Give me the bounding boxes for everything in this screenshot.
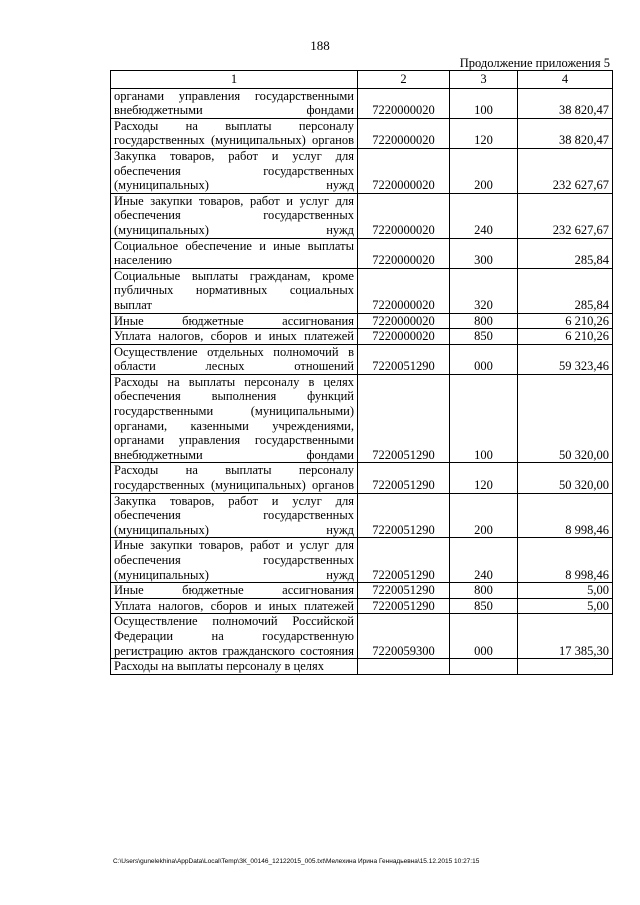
- expense-type: 320: [450, 268, 518, 313]
- amount: 8 998,46: [518, 538, 613, 583]
- table-row: [111, 88, 613, 118]
- table-row: [111, 598, 613, 614]
- item-name: органами управления государственными внебюджетными фондами: [111, 88, 358, 118]
- budget-table: [110, 70, 613, 675]
- amount: 285,84: [518, 238, 613, 268]
- amount: 5,00: [518, 583, 613, 599]
- item-name: Закупка товаров, работ и услуг для обеспечения государственных (муниципальных) нужд: [111, 148, 358, 193]
- table-row: [111, 493, 613, 538]
- table-body: [111, 88, 613, 674]
- target-code: 7220051290: [358, 598, 450, 614]
- expense-type: 850: [450, 598, 518, 614]
- expense-type: [450, 659, 518, 675]
- amount: 6 210,26: [518, 313, 613, 329]
- target-code: 7220051290: [358, 493, 450, 538]
- column-header: 1: [111, 71, 358, 89]
- amount: 8 998,46: [518, 493, 613, 538]
- target-code: 7220051290: [358, 538, 450, 583]
- item-name: Осуществление отдельных полномочий в области лесных отношений: [111, 344, 358, 374]
- table-row: [111, 538, 613, 583]
- expense-type: 300: [450, 238, 518, 268]
- expense-type: 240: [450, 193, 518, 238]
- column-header: 4: [518, 71, 613, 89]
- expense-type: 240: [450, 538, 518, 583]
- amount: 50 320,00: [518, 463, 613, 493]
- table-row: [111, 118, 613, 148]
- expense-type: 120: [450, 463, 518, 493]
- amount: [518, 659, 613, 675]
- item-name: Иные бюджетные ассигнования: [111, 313, 358, 329]
- item-name: Расходы на выплаты персоналу в целях обеспечения выполнения функций государственными (муниципальными) органами, казенными учреждениями, органами управления государственными внебюджетными фондами: [111, 374, 358, 463]
- item-name: Иные бюджетные ассигнования: [111, 583, 358, 599]
- table-header-row: [111, 71, 613, 89]
- appendix-continuation-note: Продолжение приложения 5: [459, 56, 610, 70]
- item-name: Расходы на выплаты персоналу государственных (муниципальных) органов: [111, 118, 358, 148]
- table-row: [111, 659, 613, 675]
- column-header: 2: [358, 71, 450, 89]
- table-row: [111, 614, 613, 659]
- target-code: 7220051290: [358, 374, 450, 463]
- table-row: [111, 268, 613, 313]
- item-name: Иные закупки товаров, работ и услуг для обеспечения государственных (муниципальных) нужд: [111, 538, 358, 583]
- target-code: 7220000020: [358, 118, 450, 148]
- expense-type: 800: [450, 313, 518, 329]
- amount: 50 320,00: [518, 374, 613, 463]
- target-code: 7220000020: [358, 148, 450, 193]
- item-name: Уплата налогов, сборов и иных платежей: [111, 329, 358, 345]
- table-row: [111, 374, 613, 463]
- expense-type: 120: [450, 118, 518, 148]
- amount: 38 820,47: [518, 118, 613, 148]
- amount: 38 820,47: [518, 88, 613, 118]
- amount: 59 323,46: [518, 344, 613, 374]
- target-code: 7220000020: [358, 268, 450, 313]
- target-code: 7220000020: [358, 313, 450, 329]
- item-name: Уплата налогов, сборов и иных платежей: [111, 598, 358, 614]
- target-code: 7220000020: [358, 329, 450, 345]
- amount: 232 627,67: [518, 148, 613, 193]
- table-row: [111, 344, 613, 374]
- column-header: 3: [450, 71, 518, 89]
- amount: 5,00: [518, 598, 613, 614]
- table-row: [111, 463, 613, 493]
- target-code: 7220051290: [358, 583, 450, 599]
- table-row: [111, 148, 613, 193]
- target-code: 7220000020: [358, 238, 450, 268]
- table-row: [111, 238, 613, 268]
- target-code: 7220059300: [358, 614, 450, 659]
- amount: 6 210,26: [518, 329, 613, 345]
- target-code: 7220051290: [358, 463, 450, 493]
- table-row: [111, 313, 613, 329]
- expense-type: 100: [450, 374, 518, 463]
- expense-type: 200: [450, 493, 518, 538]
- expense-type: 000: [450, 344, 518, 374]
- item-name: Социальные выплаты гражданам, кроме публичных нормативных социальных выплат: [111, 268, 358, 313]
- expense-type: 800: [450, 583, 518, 599]
- expense-type: 100: [450, 88, 518, 118]
- table-row: [111, 583, 613, 599]
- target-code: 7220000020: [358, 88, 450, 118]
- expense-type: 200: [450, 148, 518, 193]
- table-row: [111, 329, 613, 345]
- page-number: 188: [310, 38, 330, 53]
- item-name: Закупка товаров, работ и услуг для обеспечения государственных (муниципальных) нужд: [111, 493, 358, 538]
- item-name: Расходы на выплаты персоналу в целях: [111, 659, 358, 675]
- expense-type: 850: [450, 329, 518, 345]
- target-code: 7220000020: [358, 193, 450, 238]
- amount: 232 627,67: [518, 193, 613, 238]
- expense-type: 000: [450, 614, 518, 659]
- item-name: Расходы на выплаты персоналу государственных (муниципальных) органов: [111, 463, 358, 493]
- amount: 285,84: [518, 268, 613, 313]
- item-name: Осуществление полномочий Российской Федерации на государственную регистрацию актов гражданского состояния: [111, 614, 358, 659]
- target-code: 7220051290: [358, 344, 450, 374]
- item-name: Социальное обеспечение и иные выплаты населению: [111, 238, 358, 268]
- target-code: [358, 659, 450, 675]
- amount: 17 385,30: [518, 614, 613, 659]
- item-name: Иные закупки товаров, работ и услуг для обеспечения государственных (муниципальных) нужд: [111, 193, 358, 238]
- table-row: [111, 193, 613, 238]
- footer-file-path: C:\Users\gunelekhina\AppData\Local\Temp\ЗК_00146_12122015_005.txt\Мелехина Ирина Геннадьевна\15.12.2015 10:27:15: [113, 858, 480, 865]
